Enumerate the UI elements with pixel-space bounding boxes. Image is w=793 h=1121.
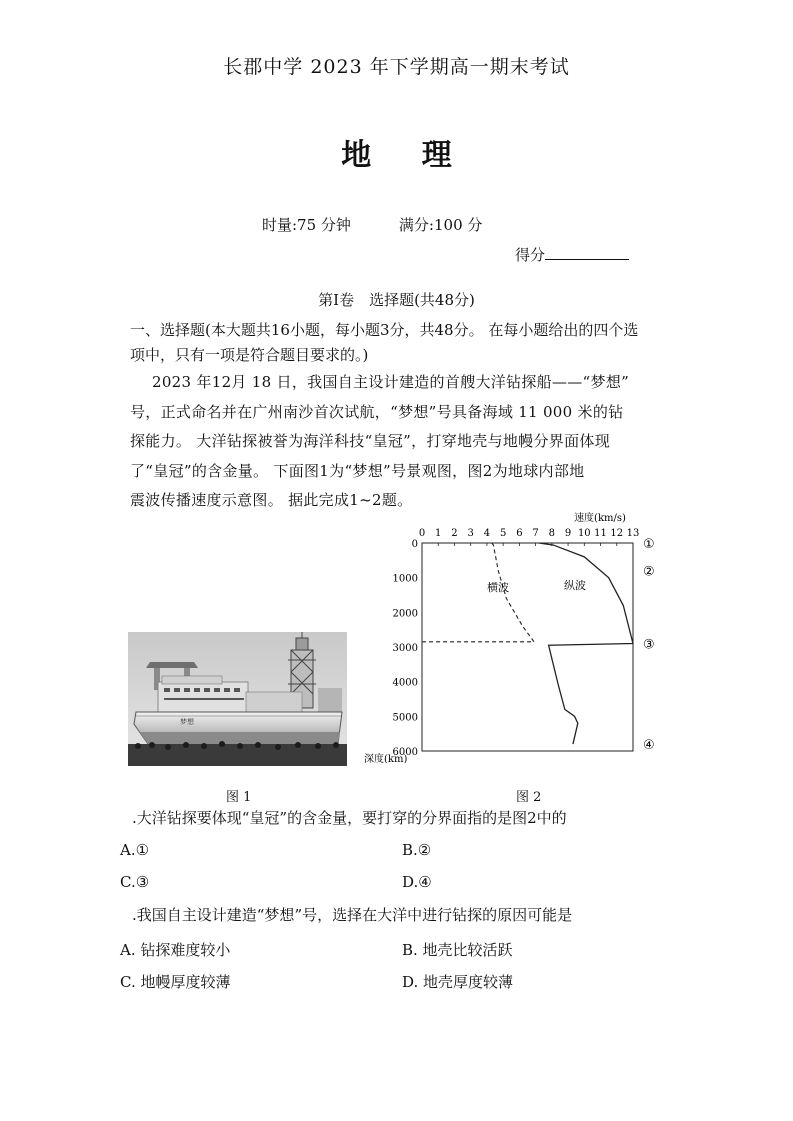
- x-tick-label: 4: [483, 528, 491, 539]
- y-tick-label: 6000: [392, 747, 418, 758]
- question-2-option-a[interactable]: A. 钻探难度较小: [120, 941, 231, 959]
- svg-text:梦想: 梦想: [180, 718, 194, 726]
- exam-full-score: 满分:100 分: [398, 216, 483, 234]
- question-1-option-c[interactable]: C.③: [120, 873, 150, 891]
- passage-line: 了“皇冠”的含金量。 下面图1为“梦想”号景观图，图2为地球内部地: [130, 461, 585, 480]
- question-2-stem: .我国自主设计建造“梦想”号，选择在大洋中进行钻探的原因可能是: [132, 906, 573, 924]
- x-tick-label: 8: [548, 528, 556, 539]
- p-wave-line: [539, 543, 633, 744]
- exam-info: [262, 214, 482, 235]
- score-label: 得分: [515, 246, 546, 264]
- boundary-marker: ①: [643, 537, 655, 552]
- x-tick-label: 10: [577, 528, 591, 539]
- x-tick-label: 6: [516, 528, 523, 539]
- x-tick-label: 9: [564, 528, 572, 539]
- question-2-option-c[interactable]: C. 地幔厚度较薄: [120, 973, 231, 991]
- y-tick-label: 2000: [392, 608, 418, 620]
- y-tick-label: 0: [411, 539, 418, 550]
- y-tick-label: 5000: [392, 712, 418, 724]
- boundary-marker: ③: [643, 637, 655, 653]
- boundary-marker: ②: [643, 564, 655, 580]
- figure2-caption: 图 2: [516, 790, 542, 805]
- passage-line: 2023 年12月 18 日，我国自主设计建造的首艘大洋钻探船——“梦想”: [152, 373, 630, 391]
- y-axis-title: 深度(km): [364, 754, 408, 763]
- exam-school-title: 长郡中学 2023 年下学期高一期末考试: [223, 56, 570, 78]
- x-tick-label: 3: [467, 528, 474, 539]
- question-2-option-b[interactable]: B. 地壳比较活跃: [402, 941, 513, 959]
- score-field: [515, 244, 629, 265]
- section-instructions: 一、选择题(本大题共16小题，每小题3分，共48分。 在每小题给出的四个选项中，只有一项是符合题目要求的。): [130, 321, 639, 364]
- x-tick-label: 11: [594, 528, 607, 539]
- ship-photo: [128, 632, 347, 766]
- p-wave-label: 纵波: [564, 579, 586, 592]
- figure1-caption: 图 1: [226, 790, 252, 805]
- passage-line: 探能力。 大洋钻探被誉为海洋科技“皇冠”，打穿地壳与地幔分界面体现: [130, 432, 611, 450]
- plot-frame: [422, 543, 633, 751]
- x-tick-label: 0: [418, 528, 426, 539]
- x-tick-label: 12: [610, 528, 624, 539]
- x-tick-label: 13: [626, 528, 640, 539]
- subject-title: 地 理: [341, 138, 452, 173]
- question-1-option-d[interactable]: D.④: [402, 873, 432, 891]
- x-tick-label: 2: [451, 528, 458, 539]
- question-2-option-d[interactable]: D. 地壳厚度较薄: [402, 973, 514, 991]
- y-tick-label: 1000: [392, 573, 418, 585]
- exam-time: 时量:75 分钟: [262, 216, 351, 234]
- x-tick-label: 5: [499, 528, 507, 539]
- x-axis-title: 速度(km/s): [574, 513, 626, 524]
- s-wave-label: 横波: [487, 581, 509, 594]
- passage-line: 震波传播速度示意图。 据此完成1~2题。: [130, 491, 413, 509]
- score-blank: [545, 247, 629, 260]
- reading-passage: [130, 368, 650, 516]
- passage-line: 号，正式命名并在广州南沙首次试航，“梦想”号具备海域 11 000 米的钻: [130, 402, 624, 421]
- seismic-velocity-chart: [360, 508, 660, 763]
- question-1-option-a[interactable]: A.①: [120, 841, 150, 859]
- boundary-marker: ④: [643, 738, 655, 754]
- x-tick-label: 1: [435, 528, 442, 539]
- x-tick-label: 7: [532, 528, 539, 539]
- section-title: 第Ⅰ卷 选择题(共48分): [318, 291, 475, 309]
- y-tick-label: 4000: [392, 677, 418, 689]
- question-1-option-b[interactable]: B.②: [402, 841, 432, 859]
- y-tick-label: 3000: [392, 643, 418, 654]
- question-1-stem: .大洋钻探要体现“皇冠”的含金量，要打穿的分界面指的是图2中的: [132, 809, 567, 827]
- s-wave-line: [422, 543, 534, 642]
